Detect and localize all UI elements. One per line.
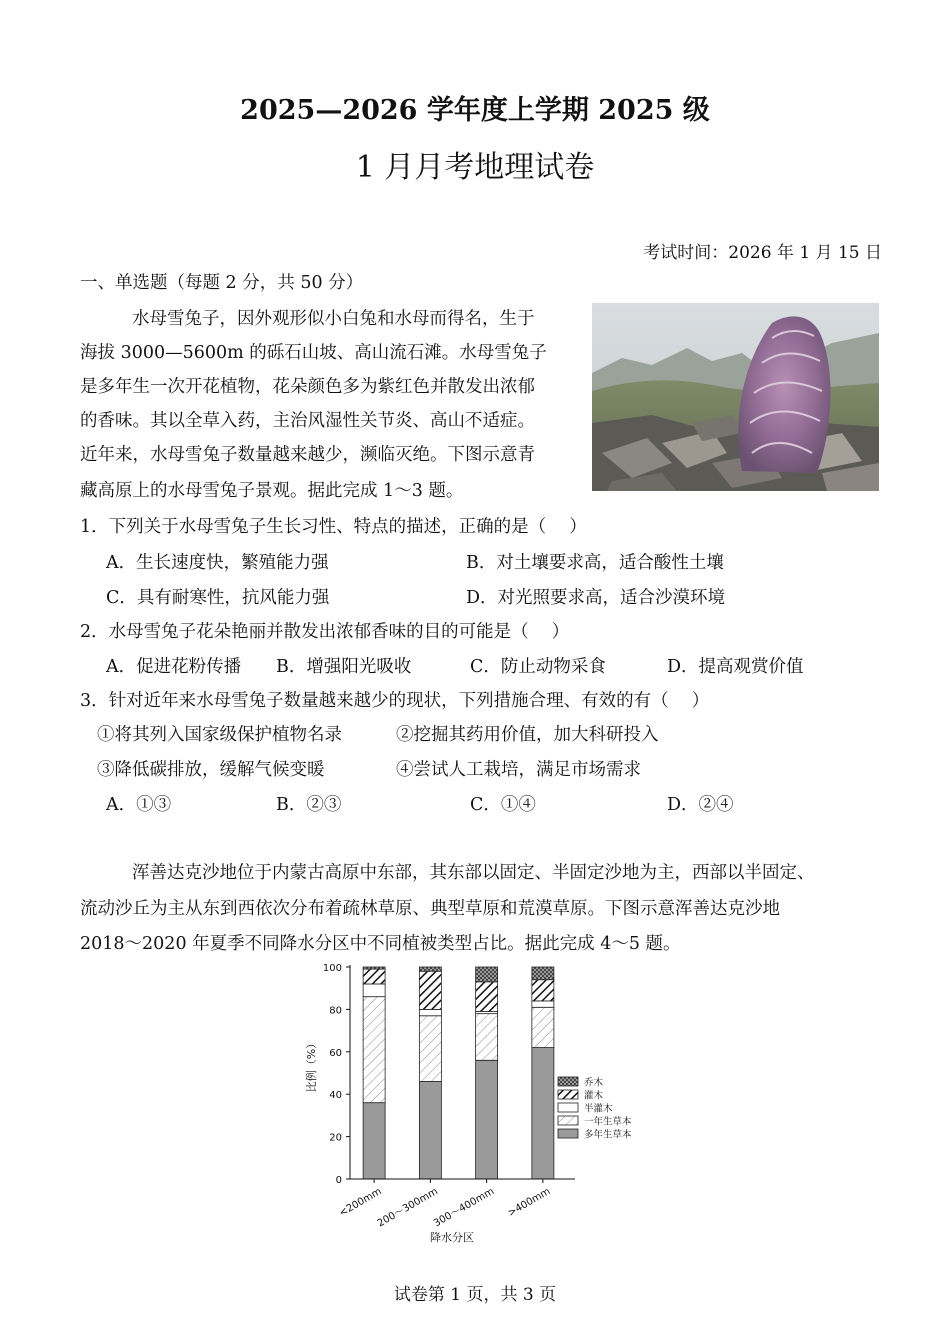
bar-segment-半灌木 [419,1009,441,1015]
q3-option-d: D．②④ [667,795,734,815]
q2-option-a: A．促进花粉传播 [106,657,242,677]
title-line2: 1 月月考地理试卷 [355,150,595,185]
q3-option-b: B．②③ [276,795,342,815]
x-tick-label: <200mm [337,1186,384,1220]
legend-label: 多年生草本 [584,1129,632,1141]
x-tick-label: 200～300mm [375,1186,440,1230]
title-line1: 2025—2026 学年度上学期 2025 级 [240,95,710,126]
legend-label: 半灌木 [584,1103,613,1115]
passage1-line: 的香味。其以全草入药，主治风湿性关节炎、高山不适症。 [80,411,535,431]
passage2-line: 流动沙丘为主从东到西依次分布着疏林草原、典型草原和荒漠草原。下图示意浑善达克沙地 [80,899,780,919]
q2-option-d: D．提高观赏价值 [667,657,804,677]
legend-swatch [558,1116,578,1125]
bar-segment-灌木 [419,971,441,1009]
q3-option-c: C．①④ [470,795,536,815]
section-heading: 一、单选题（每题 2 分，共 50 分） [80,273,364,293]
legend-swatch [558,1077,578,1086]
passage2-line: 2018～2020 年夏季不同降水分区中不同植被类型占比。据此完成 4～5 题。 [80,934,681,954]
bar-segment-半灌木 [532,1001,554,1007]
q3-measure-2: ②挖掘其药用价值，加大科研投入 [396,725,659,745]
q1-option-a: A．生长速度快，繁殖能力强 [106,553,329,573]
q2-option-b: B．增强阳光吸收 [276,657,412,677]
passage1-line: 藏高原上的水母雪兔子景观。据此完成 1～3 题。 [80,481,464,501]
legend-swatch [558,1129,578,1138]
q1-option-d: D．对光照要求高，适合沙漠环境 [466,588,726,608]
legend-label: 乔木 [584,1077,604,1089]
bar-segment-灌木 [476,982,498,1012]
bar-segment-一年生草本 [532,1007,554,1047]
legend-swatch [558,1103,578,1112]
passage1-line: 近年来，水母雪兔子数量越来越少，濒临灭绝。下图示意青 [80,445,535,465]
y-tick-label: 40 [329,1090,342,1102]
passage1-line: 是多年生一次开花植物，花朵颜色多为紫红色并散发出浓郁 [80,377,535,397]
passage1-line: 海拔 3000—5600m 的砾石山坡、高山流石滩。水母雪兔子 [80,343,547,363]
q3-option-a: A．①③ [106,795,172,815]
bar-segment-多年生草本 [476,1060,498,1179]
bar-segment-灌木 [532,980,554,1001]
bar-segment-乔木 [532,967,554,980]
q1-stem: 1．下列关于水母雪兔子生长习性、特点的描述，正确的是（ ） [80,517,587,537]
q1-option-b: B．对土壤要求高，适合酸性土壤 [466,553,724,573]
vegetation-stacked-bar-chart [290,955,670,1255]
x-tick-label: 300～400mm [432,1186,497,1230]
x-tick-label: >400mm [506,1186,553,1220]
q2-stem: 2．水母雪兔子花朵艳丽并散发出浓郁香味的目的可能是（ ） [80,622,570,642]
bar-segment-乔木 [419,967,441,971]
passage1-line: 水母雪兔子，因外观形似小白兔和水母而得名，生于 [132,309,535,329]
y-tick-label: 80 [329,1005,342,1017]
y-tick-label: 0 [335,1175,342,1186]
legend-label: 一年生草本 [584,1116,632,1128]
bar-segment-灌木 [363,969,385,984]
bar-segment-多年生草本 [532,1048,554,1179]
q3-measure-1: ①将其列入国家级保护植物名录 [97,725,342,745]
q3-measure-3: ③降低碳排放，缓解气候变暖 [97,760,325,780]
q1-option-c: C．具有耐寒性，抗风能力强 [106,588,330,608]
legend-label: 灌木 [584,1090,604,1102]
bar-segment-多年生草本 [419,1081,441,1179]
q3-stem: 3．针对近年来水母雪兔子数量越来越少的现状，下列措施合理、有效的有（ ） [80,691,710,711]
bar-segment-乔木 [476,967,498,982]
passage2-line: 浑善达克沙地位于内蒙古高原中东部，其东部以固定、半固定沙地为主，西部以半固定、 [132,863,815,883]
y-tick-label: 100 [322,963,342,974]
x-axis-label: 降水分区 [430,1231,474,1244]
q3-measure-4: ④尝试人工栽培，满足市场需求 [396,760,641,780]
bar-segment-一年生草本 [363,997,385,1103]
bar-segment-一年生草本 [419,1016,441,1082]
bar-segment-乔木 [363,967,385,969]
y-tick-label: 60 [329,1047,342,1059]
page-footer: 试卷第 1 页，共 3 页 [393,1285,557,1305]
bar-segment-多年生草本 [363,1103,385,1179]
legend-swatch [558,1090,578,1099]
q2-option-c: C．防止动物采食 [470,657,606,677]
bar-segment-半灌木 [363,984,385,997]
saussurea-photo [592,303,879,491]
bar-segment-一年生草本 [476,1014,498,1061]
y-tick-label: 20 [329,1132,342,1144]
y-axis-label: 比例（%） [305,1037,318,1093]
exam-time: 考试时间：2026 年 1 月 15 日 [643,243,882,263]
